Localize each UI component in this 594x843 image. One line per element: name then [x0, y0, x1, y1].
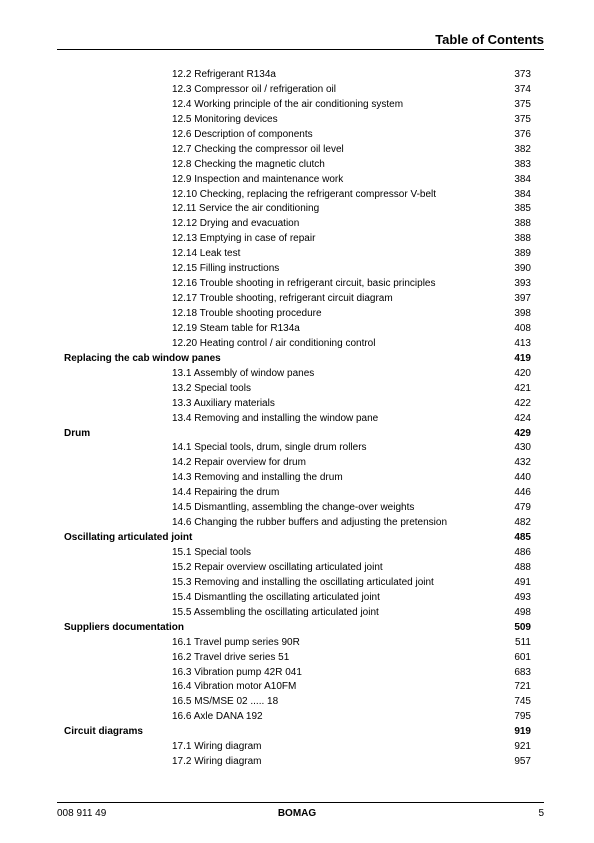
toc-entry-title: Circuit diagrams [64, 726, 143, 738]
toc-entry-title: 15.3 Removing and installing the oscillating articulated joint [172, 576, 434, 588]
toc-chapter-entry[interactable] [0, 531, 594, 546]
toc-entry-title: 15.5 Assembling the oscillating articulated joint [172, 606, 379, 618]
toc-entry-title: 16.3 Vibration pump 42R 041 [172, 666, 302, 678]
toc-entry-title: 14.5 Dismantling, assembling the change-over weights [172, 502, 415, 514]
toc-entry-title: 14.3 Removing and installing the drum [172, 472, 343, 484]
page-title: Table of Contents [435, 32, 544, 47]
toc-section-entry[interactable] [0, 277, 594, 292]
toc-entry-title: 12.14 Leak test [172, 248, 241, 260]
toc-entry-title: 15.2 Repair overview oscillating articulated joint [172, 561, 383, 573]
toc-section-entry[interactable] [0, 486, 594, 501]
toc-entry-title: Replacing the cab window panes [64, 352, 221, 364]
toc-entry-page: 389 [514, 248, 531, 260]
toc-section-entry[interactable] [0, 755, 594, 770]
toc-entry-title: 15.1 Special tools [172, 547, 251, 558]
toc-entry-title: 12.4 Working principle of the air conditioning system [172, 98, 404, 110]
toc-section-entry[interactable] [0, 516, 594, 531]
toc-entry-page: 429 [514, 427, 531, 439]
toc-section-entry[interactable] [0, 83, 594, 98]
toc-entry-title: 16.5 MS/MSE 02 ..... 18 [172, 696, 279, 708]
toc-entry-page: 721 [514, 681, 531, 693]
toc-section-entry[interactable] [0, 68, 594, 83]
document-number: 008 911 49 [57, 808, 107, 819]
toc-entry-title: 12.2 Refrigerant R134a [172, 69, 276, 80]
toc-entry-title: Drum [64, 427, 91, 439]
toc-entry-title: 14.6 Changing the rubber buffers and adjusting the pretension [172, 517, 448, 529]
header-divider [57, 49, 544, 50]
toc-entry-title: 17.1 Wiring diagram [172, 741, 262, 753]
toc-entry-title: 14.2 Repair overview for drum [172, 457, 306, 469]
footer-divider [57, 802, 544, 803]
toc-entry-title: 12.10 Checking, replacing the refrigerant compressor V-belt [172, 188, 437, 200]
toc-entry-page: 486 [514, 547, 531, 558]
toc-entry-page: 388 [514, 233, 531, 245]
toc-entry-page: 509 [514, 621, 531, 633]
toc-section-entry[interactable] [0, 143, 594, 158]
toc-entry-title: 13.1 Assembly of window panes [172, 367, 315, 379]
toc-section-entry[interactable] [0, 247, 594, 262]
toc-section-entry[interactable] [0, 292, 594, 307]
toc-entry-page: 446 [514, 487, 531, 499]
table-of-contents [0, 68, 594, 770]
toc-section-entry[interactable] [0, 367, 594, 382]
toc-section-entry[interactable] [0, 128, 594, 143]
toc-entry-title: 12.3 Compressor oil / refrigeration oil [172, 83, 336, 95]
toc-entry-page: 482 [514, 517, 531, 529]
toc-section-entry[interactable] [0, 740, 594, 755]
toc-entry-page: 390 [514, 263, 531, 275]
toc-entry-page: 421 [514, 382, 531, 394]
toc-entry-page: 422 [514, 397, 531, 409]
toc-chapter-entry[interactable] [0, 427, 594, 442]
toc-entry-title: 16.1 Travel pump series 90R [172, 636, 300, 648]
toc-entry-page: 397 [514, 293, 531, 305]
toc-section-entry[interactable] [0, 666, 594, 681]
toc-entry-title: 13.2 Special tools [172, 382, 251, 394]
toc-entry-title: 14.4 Repairing the drum [172, 487, 280, 499]
toc-section-entry[interactable] [0, 606, 594, 621]
toc-entry-page: 921 [514, 741, 531, 753]
toc-entry-title: 12.7 Checking the compressor oil level [172, 143, 344, 155]
toc-entry-title: 12.9 Inspection and maintenance work [172, 173, 344, 185]
toc-entry-title: 13.3 Auxiliary materials [172, 397, 275, 409]
toc-section-entry[interactable] [0, 695, 594, 710]
toc-entry-title: 12.5 Monitoring devices [172, 113, 278, 125]
toc-entry-page: 398 [514, 308, 531, 319]
toc-entry-title: 12.20 Heating control / air conditioning control [172, 337, 376, 349]
toc-chapter-entry[interactable] [0, 352, 594, 367]
toc-entry-page: 957 [514, 756, 531, 768]
toc-entry-page: 498 [514, 606, 531, 618]
toc-section-entry[interactable] [0, 412, 594, 427]
toc-entry-page: 511 [515, 636, 531, 648]
toc-section-entry[interactable] [0, 456, 594, 471]
toc-entry-title: 12.19 Steam table for R134a [172, 322, 300, 334]
toc-entry-title: 12.13 Emptying in case of repair [172, 233, 316, 245]
toc-entry-page: 388 [514, 218, 531, 230]
toc-section-entry[interactable] [0, 591, 594, 606]
toc-entry-page: 375 [514, 98, 531, 110]
toc-section-entry[interactable] [0, 98, 594, 113]
toc-entry-page: 488 [514, 561, 531, 573]
toc-section-entry[interactable] [0, 232, 594, 247]
toc-section-entry[interactable] [0, 262, 594, 277]
toc-entry-title: 16.4 Vibration motor A10FM [172, 681, 297, 693]
toc-section-entry[interactable] [0, 173, 594, 188]
toc-entry-title: 16.6 Axle DANA 192 [172, 711, 263, 723]
toc-section-entry[interactable] [0, 158, 594, 173]
toc-section-entry[interactable] [0, 188, 594, 203]
toc-entry-title: Oscillating articulated joint [64, 532, 193, 544]
toc-section-entry[interactable] [0, 576, 594, 591]
toc-section-entry[interactable] [0, 546, 594, 561]
toc-section-entry[interactable] [0, 382, 594, 397]
toc-entry-page: 393 [514, 278, 531, 290]
toc-entry-page: 424 [514, 412, 531, 424]
toc-section-entry[interactable] [0, 501, 594, 516]
toc-entry-page: 384 [514, 173, 531, 185]
toc-section-entry[interactable] [0, 113, 594, 128]
toc-entry-title: 12.11 Service the air conditioning [172, 203, 320, 215]
toc-entry-page: 382 [514, 143, 531, 155]
toc-entry-page: 376 [514, 128, 531, 140]
toc-chapter-entry[interactable] [0, 621, 594, 636]
toc-entry-title: 12.8 Checking the magnetic clutch [172, 158, 325, 170]
toc-section-entry[interactable] [0, 471, 594, 486]
toc-section-entry[interactable] [0, 307, 594, 322]
toc-section-entry[interactable] [0, 202, 594, 217]
toc-entry-title: 12.18 Trouble shooting procedure [172, 308, 322, 319]
toc-entry-title: 15.4 Dismantling the oscillating articulated joint [172, 591, 380, 603]
toc-section-entry[interactable] [0, 322, 594, 337]
toc-entry-title: 12.16 Trouble shooting in refrigerant circuit, basic principles [172, 278, 436, 290]
toc-entry-title: 12.6 Description of components [172, 128, 313, 140]
toc-entry-page: 491 [514, 576, 531, 588]
toc-entry-title: 16.2 Travel drive series 51 [172, 651, 290, 663]
toc-entry-page: 375 [514, 113, 531, 125]
toc-entry-page: 601 [514, 651, 531, 663]
toc-entry-page: 795 [514, 711, 531, 723]
toc-entry-page: 385 [514, 203, 531, 215]
toc-entry-page: 420 [514, 367, 531, 379]
toc-entry-title: 12.17 Trouble shooting, refrigerant circuit diagram [172, 293, 393, 305]
toc-entry-page: 430 [514, 442, 531, 454]
toc-chapter-entry[interactable] [0, 725, 594, 740]
brand-name: BOMAG [277, 808, 317, 819]
page-number: 5 [538, 808, 544, 819]
toc-entry-page: 432 [514, 457, 531, 469]
toc-entry-title: 13.4 Removing and installing the window pane [172, 412, 379, 424]
toc-entry-title: 12.15 Filling instructions [172, 263, 280, 275]
toc-entry-page: 413 [514, 337, 531, 349]
toc-entry-page: 485 [514, 532, 531, 544]
toc-entry-title: 12.12 Drying and evacuation [172, 218, 300, 230]
toc-section-entry[interactable] [0, 680, 594, 695]
toc-section-entry[interactable] [0, 636, 594, 651]
toc-entry-title: Suppliers documentation [64, 621, 185, 633]
toc-section-entry[interactable] [0, 217, 594, 232]
toc-section-entry[interactable] [0, 397, 594, 412]
toc-entry-page: 383 [514, 158, 531, 170]
toc-section-entry[interactable] [0, 561, 594, 576]
toc-entry-page: 408 [514, 322, 531, 334]
toc-entry-page: 479 [514, 502, 531, 514]
toc-section-entry[interactable] [0, 651, 594, 666]
toc-entry-page: 493 [514, 591, 531, 603]
toc-entry-title: 14.1 Special tools, drum, single drum rollers [172, 442, 367, 454]
toc-entry-page: 384 [514, 188, 531, 200]
toc-entry-page: 683 [514, 666, 531, 678]
toc-entry-page: 373 [514, 69, 531, 80]
toc-entry-page: 440 [514, 472, 531, 484]
toc-entry-title: 17.2 Wiring diagram [172, 756, 262, 768]
toc-section-entry[interactable] [0, 710, 594, 725]
toc-entry-page: 374 [514, 83, 531, 95]
toc-entry-page: 745 [514, 696, 531, 708]
toc-section-entry[interactable] [0, 441, 594, 456]
toc-section-entry[interactable] [0, 337, 594, 352]
toc-entry-page: 419 [514, 352, 531, 364]
toc-entry-page: 919 [514, 726, 531, 738]
